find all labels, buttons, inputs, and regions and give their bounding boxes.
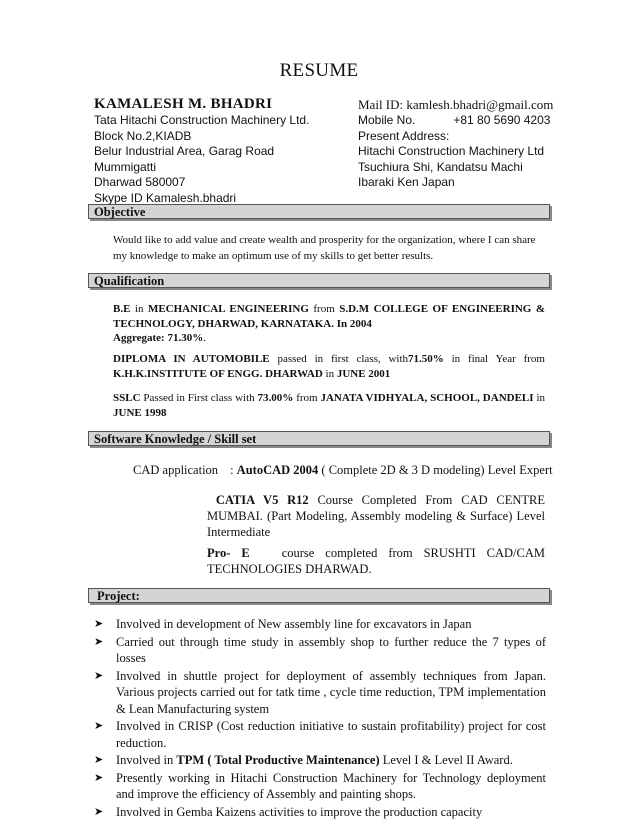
arrow-bullet-icon: ➤ [94,804,104,818]
list-item [94,668,546,718]
text: : [230,463,237,477]
address-line: Mummigatti [94,159,157,174]
text: course completed from SRUSHTI CAD/CAM TECHNOLOGIES DHARWAD. [207,546,545,576]
school: JANATA VIDHYALA, SCHOOL, DANDELI [320,392,534,404]
branch: MECHANICAL ENGINEERING [147,303,309,315]
objective-line: Would like to add value and create wealth and prosperity for the organization, where I can share [113,234,536,246]
text: Passed in First class with [140,392,258,404]
arrow-bullet-icon: ➤ [94,753,104,766]
software-name: Pro- E [207,546,250,560]
address-line: Present Address: [358,128,450,143]
list-item [94,752,546,769]
text: . [203,332,206,344]
skills-heading: Software Knowledge / Skill set [88,431,550,446]
text: in [322,367,337,380]
text: in final Year from [443,353,545,365]
text: from [308,303,340,315]
email-address: Mail ID: kamlesh.bhadri@gmail.com [358,97,554,112]
address-line: Hitachi Construction Machinery Ltd [358,144,545,158]
college: S.D.M COLLEGE OF ENGINEERING & TECHNOLOGY, DHARWAD, KARNATAKA. In 2004 [113,303,545,330]
current-employer-address [94,113,309,206]
software-name: CATIA V5 R12 [215,493,309,507]
text: from [293,392,321,404]
list-item [94,718,546,751]
year: JUNE 1998 [113,406,167,419]
qualification-heading: Qualification [88,273,550,288]
text: in [533,392,546,404]
percentage: 71.50% [408,353,444,365]
objective-heading: Objective [88,204,550,219]
mobile-value: +81 80 5690 4203 [453,113,551,127]
text: passed in first class, with [269,353,408,365]
arrow-bullet-icon: ➤ [94,668,104,682]
mobile-label: Mobile No. [358,113,416,127]
candidate-name: KAMALESH M. BHADRI [94,96,273,112]
project-heading: Project: [88,588,550,603]
degree: DIPLOMA IN AUTOMOBILE [113,353,270,365]
arrow-bullet-icon: ➤ [94,719,104,732]
objective-text [113,233,553,264]
percentage: 73.00% [257,392,294,404]
year: JUNE 2001 [336,367,391,380]
item-text-bold: TPM ( Total Productive Maintenance) [176,753,380,767]
item-text: Involved in development of New assembly line for excavators in Japan [116,617,472,631]
item-text: Presently working in Hitachi Construction Machinery for Technology deployment and improve the efficiency of Assembly and painting shops. [116,770,546,801]
objective-line: my knowledge to make an optimum use of my skills to get better results. [113,249,434,262]
resume-title: RESUME [279,60,359,81]
address-line: Dharwad 580007 [94,175,186,189]
item-text: Involved in [116,753,177,767]
address-line: Belur Industrial Area, Garag Road [94,144,275,158]
text: ( Complete 2D & 3 D modeling) Level Expert [318,463,553,477]
qualification-be [113,302,545,346]
item-text: Involved in Gemba Kaizens activities to improve the production capacity [116,804,483,819]
list-item [94,804,546,821]
item-text: Carried out through time study in assembly shop to further reduce the 7 types of losses [116,634,546,665]
qualification-diploma [113,352,545,381]
address-line: Tata Hitachi Construction Machinery Ltd. [94,113,310,127]
item-text: Involved in CRISP (Cost reduction initiative to sustain profitability) project for cost reduction. [116,719,546,750]
text: in [130,303,148,315]
list-item [94,634,546,667]
aggregate: Aggregate: 71.30% [113,332,204,344]
arrow-bullet-icon: ➤ [94,634,104,648]
qualification-sslc [113,391,545,420]
list-item [94,616,546,633]
item-text: Involved in shuttle project for deployment of assembly techniques from Japan. Various projects carried out for tatk time , cycle time reduction, TPM implementation & Lean Manufacturing system [116,668,546,716]
skill-pro-e [207,545,545,577]
degree: SSLC [113,392,141,404]
address-line: Block No.2,KIADB [94,128,192,143]
skill-autocad [133,462,553,478]
software-name: AutoCAD 2004 [236,463,319,477]
address-line: Ibaraki Ken Japan [358,175,455,189]
mobile-number [358,113,550,129]
address-line: Tsuchiura Shi, Kandatsu Machi [358,159,523,174]
skype-id: Skype ID Kamalesh.bhadri [94,190,237,205]
arrow-bullet-icon: ➤ [94,617,104,630]
arrow-bullet-icon: ➤ [94,770,104,784]
skill-catia [207,492,545,540]
institute: K.H.K.INSTITUTE OF ENGG. DHARWAD [113,367,323,380]
present-address [358,113,550,191]
project-list [94,616,546,821]
cad-label: CAD application [133,463,219,477]
text: Course Completed From CAD CENTRE MUMBAI. (Part Modeling, Assembly modeling & Surface) Level Intermediate [207,493,546,539]
list-item [94,770,546,803]
item-text: Level I & Level II Award. [379,753,513,767]
degree: B.E [113,303,131,315]
